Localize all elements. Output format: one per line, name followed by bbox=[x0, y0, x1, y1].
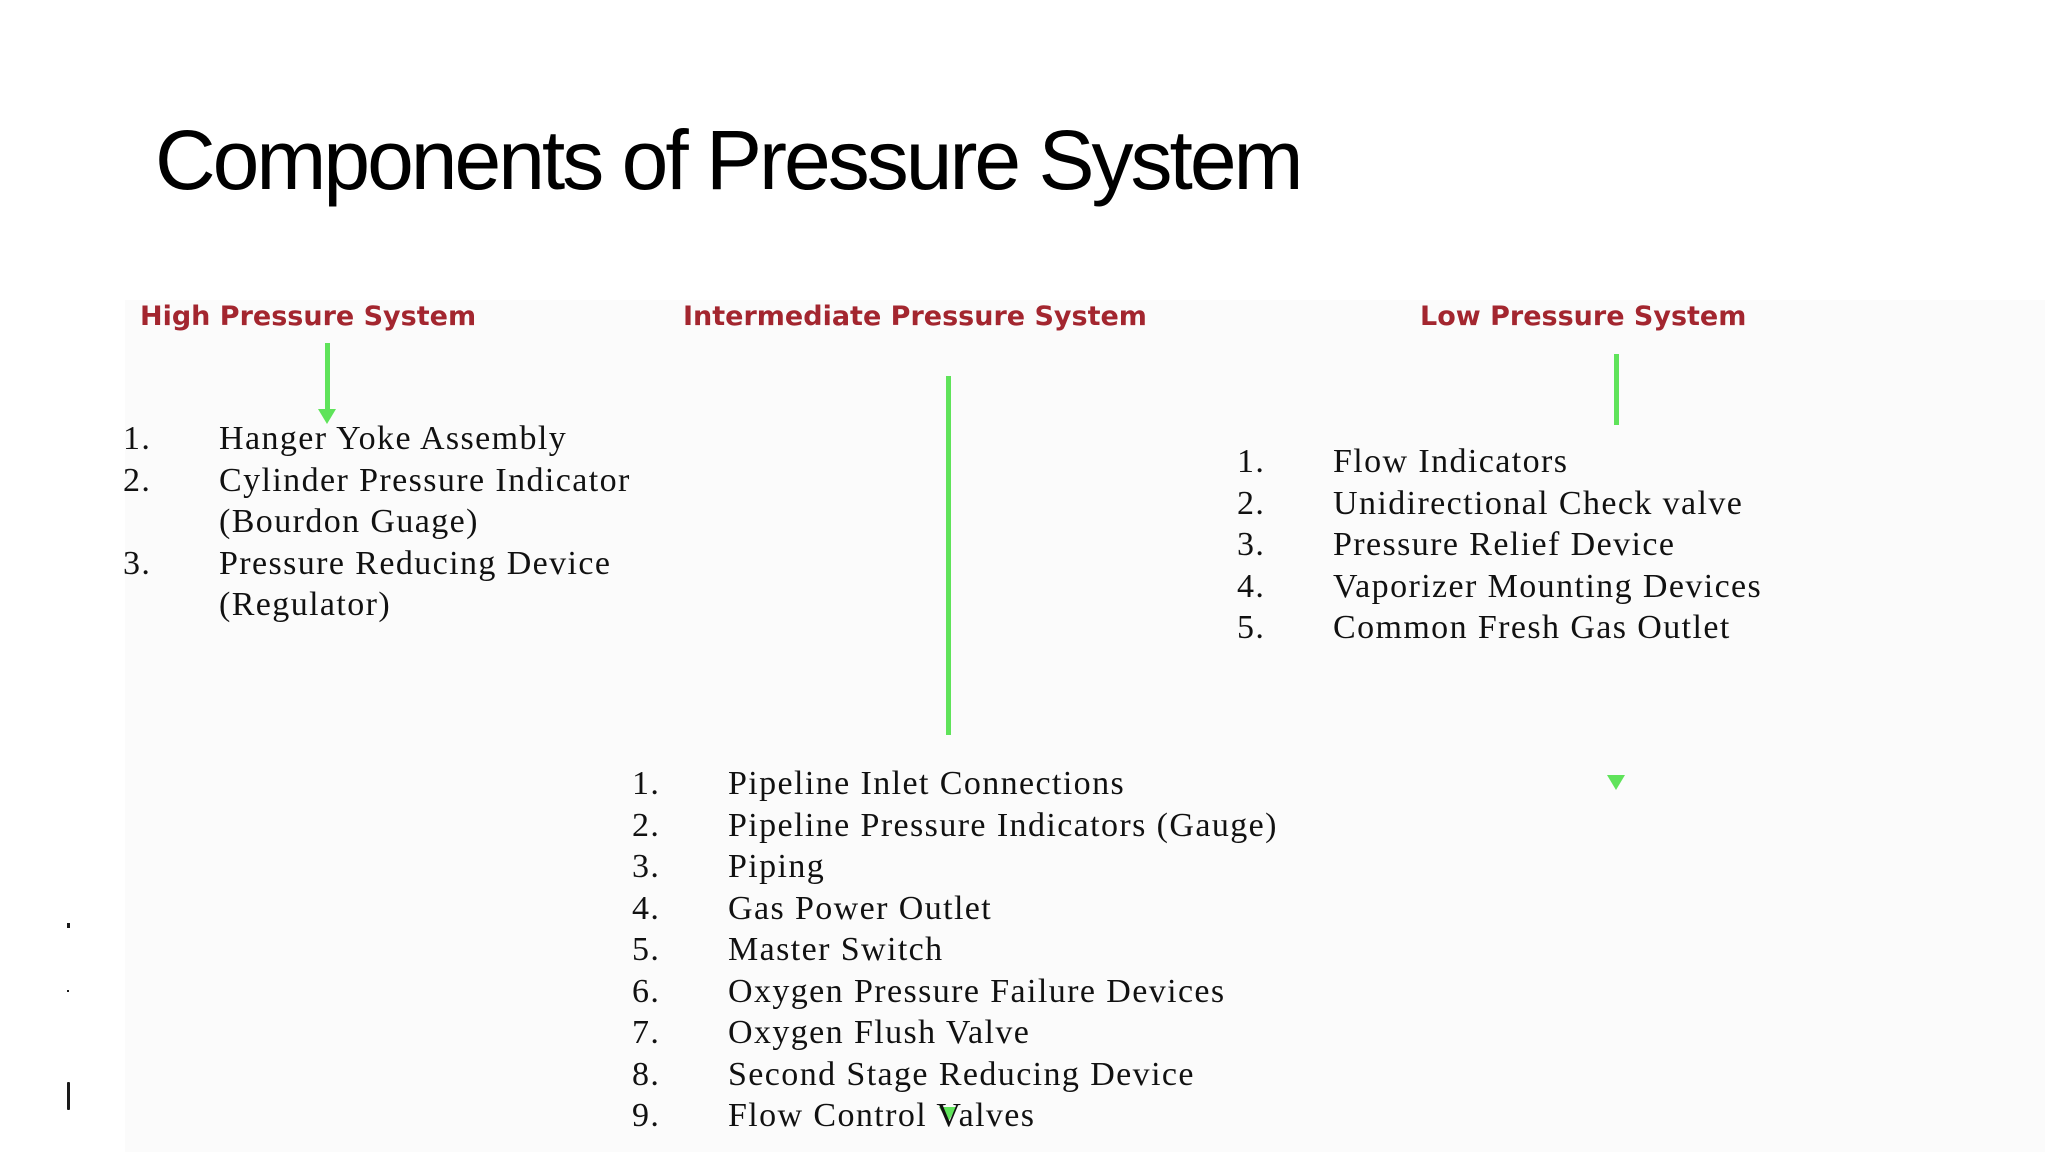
item-text: Pressure Relief Device bbox=[1333, 526, 1676, 563]
item-number: 1. bbox=[1237, 443, 1266, 480]
item-number: 5. bbox=[632, 931, 661, 968]
item-text: Pressure Reducing Device bbox=[219, 544, 612, 582]
list-item bbox=[1237, 441, 1762, 483]
list-item bbox=[632, 929, 1278, 971]
item-text: Common Fresh Gas Outlet bbox=[1333, 609, 1731, 646]
item-text: Second Stage Reducing Device bbox=[728, 1055, 1195, 1093]
intermediate-pressure-list bbox=[632, 763, 1278, 1137]
item-number: 5. bbox=[1237, 609, 1266, 646]
item-text: Pipeline Inlet Connections bbox=[728, 765, 1126, 802]
item-text: Oxygen Flush Valve bbox=[728, 1014, 1031, 1051]
list-item bbox=[1237, 566, 1762, 608]
item-number: 2. bbox=[632, 806, 661, 844]
item-text: Master Switch bbox=[728, 931, 944, 968]
item-number: 4. bbox=[632, 889, 661, 927]
list-item bbox=[123, 418, 631, 460]
heading-low-pressure: Low Pressure System bbox=[1420, 301, 1747, 332]
list-item bbox=[123, 584, 631, 626]
item-number: 1. bbox=[123, 420, 152, 457]
edge-mark bbox=[67, 990, 69, 992]
item-text: Unidirectional Check valve bbox=[1333, 484, 1744, 522]
heading-intermediate-pressure: Intermediate Pressure System bbox=[683, 301, 1147, 332]
item-text: (Bourdon Guage) bbox=[219, 503, 479, 540]
item-number: 4. bbox=[1237, 567, 1266, 605]
item-number: 3. bbox=[1237, 526, 1266, 563]
item-text: Pipeline Pressure Indicators (Gauge) bbox=[728, 806, 1278, 844]
item-text: Gas Power Outlet bbox=[728, 889, 993, 927]
list-item bbox=[123, 501, 631, 543]
item-text: Hanger Yoke Assembly bbox=[219, 420, 568, 457]
item-text: Piping bbox=[728, 848, 826, 885]
item-number: 3. bbox=[632, 848, 661, 885]
edge-mark bbox=[67, 923, 70, 928]
item-number: 8. bbox=[632, 1055, 661, 1093]
list-item bbox=[632, 1095, 1278, 1137]
heading-high-pressure: High Pressure System bbox=[140, 301, 477, 332]
item-text: Oxygen Pressure Failure Devices bbox=[728, 972, 1226, 1010]
high-pressure-list bbox=[123, 418, 631, 626]
item-text: Flow Indicators bbox=[1333, 443, 1569, 480]
item-number: 2. bbox=[1237, 484, 1266, 522]
list-item bbox=[1237, 524, 1762, 566]
list-item bbox=[123, 460, 631, 502]
item-number: 9. bbox=[632, 1097, 661, 1134]
list-item bbox=[1237, 607, 1762, 649]
list-item bbox=[123, 543, 631, 585]
item-text: (Regulator) bbox=[219, 586, 392, 623]
list-item bbox=[632, 971, 1278, 1013]
item-number: 3. bbox=[123, 544, 152, 582]
list-item bbox=[632, 1012, 1278, 1054]
item-number: 1. bbox=[632, 765, 661, 802]
item-text: Cylinder Pressure Indicator bbox=[219, 461, 631, 499]
list-item bbox=[632, 888, 1278, 930]
item-text: Vaporizer Mounting Devices bbox=[1333, 567, 1763, 605]
list-item bbox=[632, 1054, 1278, 1096]
list-item bbox=[632, 763, 1278, 805]
list-item bbox=[632, 846, 1278, 888]
item-number: 2. bbox=[123, 461, 152, 499]
page-title: Components of Pressure System bbox=[155, 113, 1301, 207]
low-pressure-list bbox=[1237, 441, 1762, 649]
list-item bbox=[632, 805, 1278, 847]
item-number: 6. bbox=[632, 972, 661, 1010]
item-text: Flow Control Valves bbox=[728, 1097, 1036, 1134]
list-item bbox=[1237, 483, 1762, 525]
item-number: 7. bbox=[632, 1014, 661, 1051]
edge-mark bbox=[67, 1082, 70, 1110]
